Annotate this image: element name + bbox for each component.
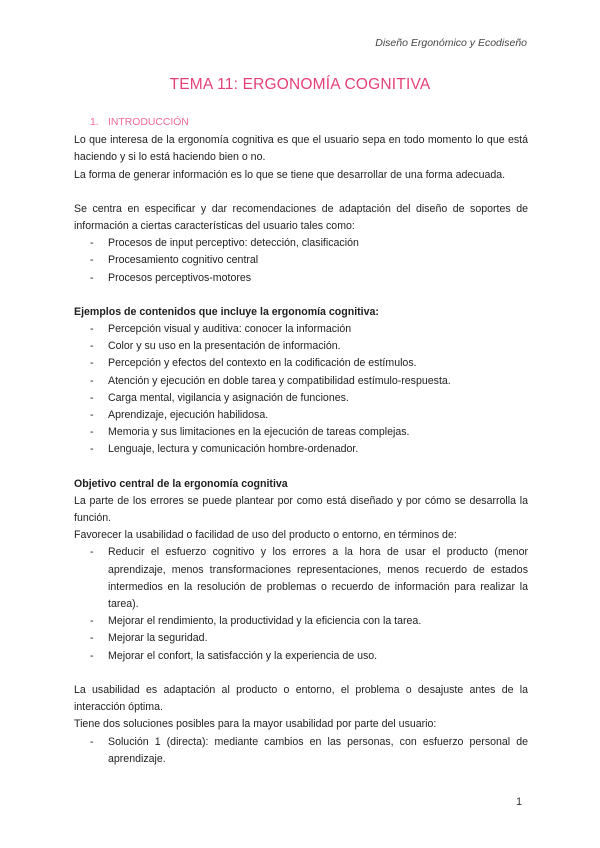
- subheading: Ejemplos de contenidos que incluye la ergonomía cognitiva:: [74, 305, 379, 318]
- list-item: - Reducir el esfuerzo cognitivo y los errores a la hora de usar el producto (menor aprendizaje, menos transformaciones representaciones, menos recuerdo de estados intermedios en la resolución de problemas o recuerdo de información para realizar la tarea).: [90, 546, 528, 611]
- bullet-list: [74, 734, 528, 768]
- section-number: 1.: [90, 117, 99, 128]
- list-item: - Memoria y sus limitaciones en la ejecución de tareas complejas.: [90, 426, 410, 439]
- page-title: TEMA 11: ERGONOMÍA COGNITIVA: [169, 76, 431, 93]
- section-label: INTRODUCCIÓN: [108, 117, 189, 128]
- paragraph: La parte de los errores se puede plantear por como está diseñado y por cómo se desarrolla la función.: [74, 494, 528, 525]
- bullet-list: [74, 544, 528, 664]
- list-item: - Aprendizaje, ejecución habilidosa.: [90, 409, 269, 422]
- list-item: - Procesos de input perceptivo: detección, clasificación: [90, 237, 359, 250]
- paragraph: Tiene dos soluciones posibles para la mayor usabilidad por parte del usuario:: [74, 718, 437, 731]
- bullet-list: [74, 321, 528, 459]
- paragraph: La forma de generar información es lo que se tiene que desarrollar de una forma adecuada.: [74, 168, 506, 181]
- running-header: Diseño Ergonómico y Ecodiseño: [375, 37, 527, 49]
- list-item: - Mejorar la seguridad.: [90, 632, 208, 645]
- list-item: - Procesos perceptivos-motores: [90, 271, 252, 284]
- paragraph: Favorecer la usabilidad o facilidad de uso del producto o entorno, en términos de:: [74, 529, 457, 542]
- list-item: - Atención y ejecución en doble tarea y compatibilidad estímulo-respuesta.: [90, 374, 451, 387]
- list-item: - Mejorar el rendimiento, la productividad y la eficiencia con la tarea.: [90, 615, 422, 628]
- page-number: 1: [516, 796, 523, 808]
- section-heading: [90, 114, 528, 131]
- document-body: [74, 114, 528, 768]
- list-item: - Percepción visual y auditiva: conocer la información: [90, 323, 352, 336]
- list-item: - Color y su uso en la presentación de información.: [90, 340, 341, 353]
- paragraph: Se centra en especificar y dar recomendaciones de adaptación del diseño de soportes de información a ciertas características del usuario tales como:: [74, 202, 528, 233]
- list-item: - Solución 1 (directa): mediante cambios en las personas, con esfuerzo personal de aprendizaje.: [90, 735, 528, 765]
- bullet-list: [74, 235, 528, 287]
- list-item: - Procesamiento cognitivo central: [90, 254, 259, 267]
- paragraph: Lo que interesa de la ergonomía cognitiva es que el usuario sepa en todo momento lo que está haciendo y si lo está haciendo bien o no.: [74, 134, 528, 164]
- list-item: - Carga mental, vigilancia y asignación de funciones.: [90, 391, 349, 404]
- paragraph: La usabilidad es adaptación al producto o entorno, el problema o desajuste antes de la interacción óptima.: [74, 683, 528, 714]
- list-item: - Mejorar el confort, la satisfacción y la experiencia de uso.: [90, 649, 378, 662]
- list-item: - Lenguaje, lectura y comunicación hombre-ordenador.: [90, 443, 359, 456]
- subheading: Objetivo central de la ergonomía cognitiva: [74, 477, 288, 490]
- list-item: - Percepción y efectos del contexto en la codificación de estímulos.: [90, 357, 417, 370]
